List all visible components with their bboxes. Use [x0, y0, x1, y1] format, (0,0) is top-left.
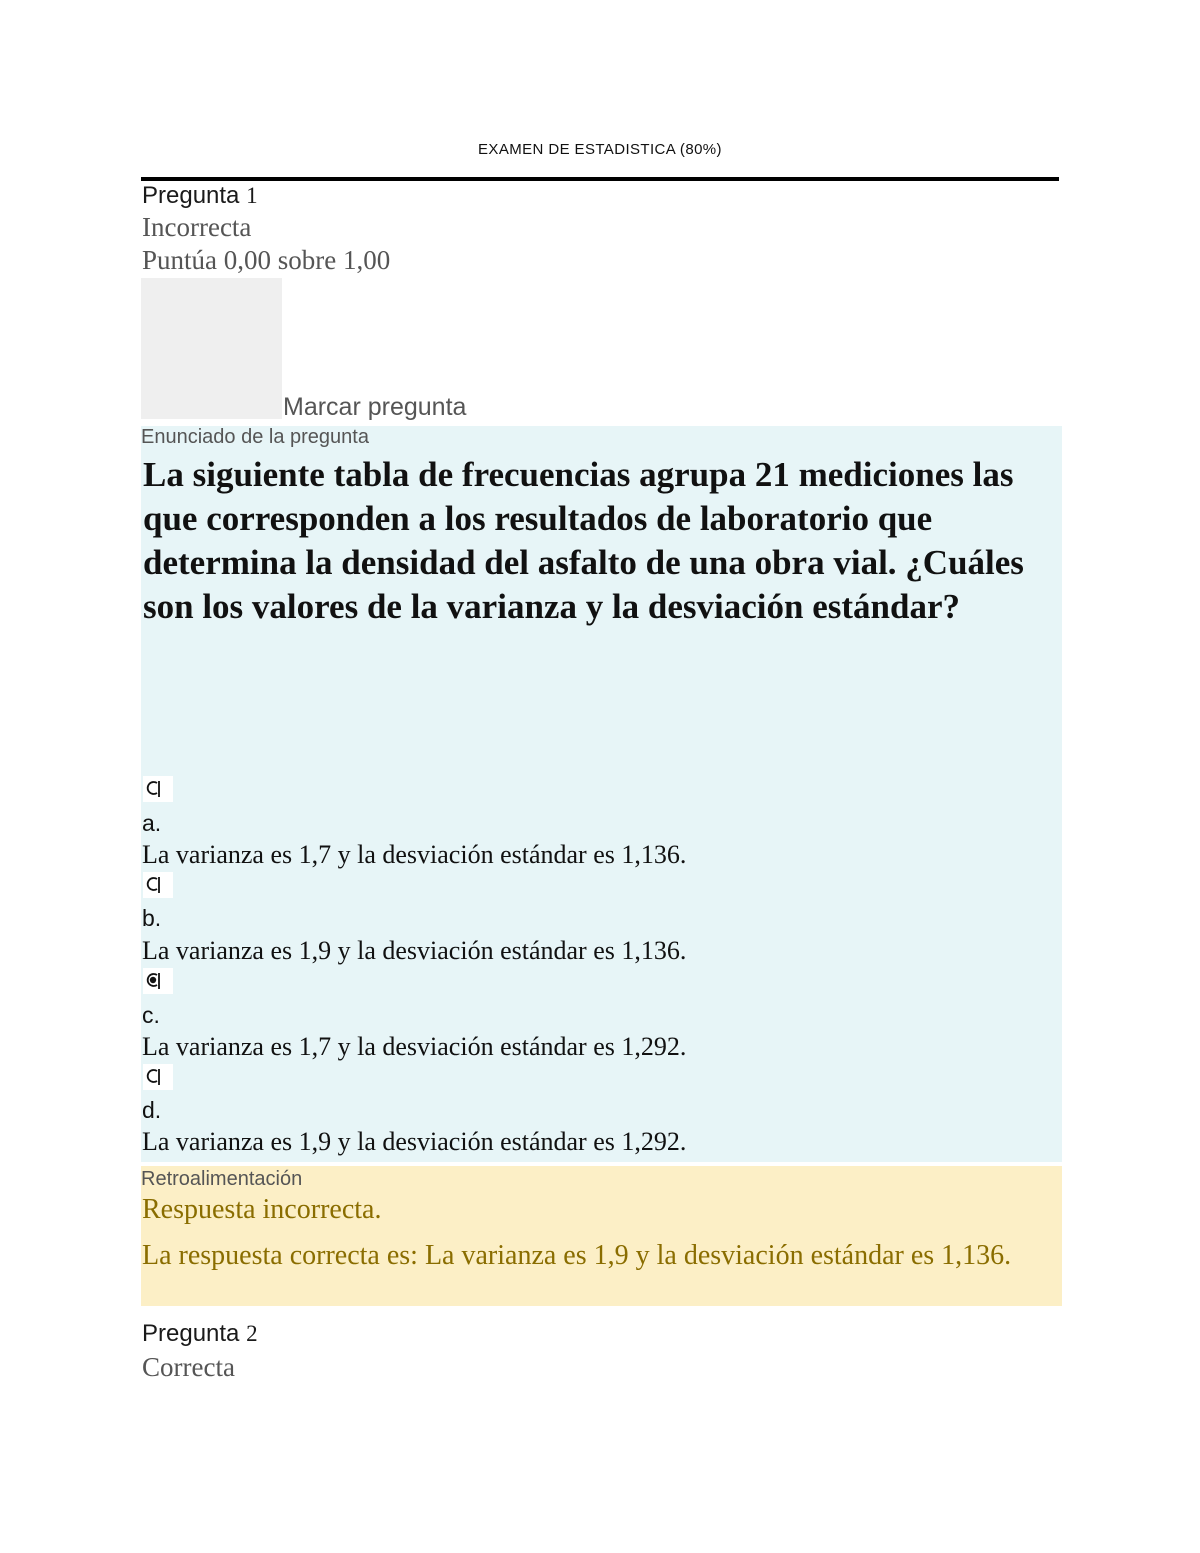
radio-unchecked-icon: [145, 874, 161, 894]
option-d-radio[interactable]: [143, 1064, 173, 1090]
feedback-status: Respuesta incorrecta.: [142, 1194, 382, 1225]
option-a-letter: a.: [142, 810, 162, 836]
feedback-correct-answer: La respuesta correcta es: La varianza es 1,9 y la desviación estándar es 1,136.: [142, 1240, 1012, 1271]
question-stem: La siguiente tabla de frecuencias agrupa 21 mediciones las que corresponden a los resultados de laboratorio que determina la densidad del asfalto de una obra vial. ¿Cuáles son los valores de la varianza y la desviación estándar?: [143, 455, 1024, 626]
question-1-grade: Puntúa 0,00 sobre 1,00: [142, 245, 391, 275]
option-b-radio[interactable]: [143, 872, 173, 898]
radio-unchecked-icon: [145, 1066, 161, 1086]
page-title: EXAMEN DE ESTADISTICA (80%): [478, 141, 722, 158]
question-2-label-text: Pregunta: [142, 1320, 240, 1347]
option-c-letter: c.: [142, 1002, 160, 1028]
question-1-label-text: Pregunta: [142, 182, 240, 209]
feedback-heading: Retroalimentación: [141, 1168, 303, 1190]
option-b-text[interactable]: La varianza es 1,9 y la desviación estándar es 1,136.: [142, 936, 687, 965]
question-2-number: 2: [246, 1321, 258, 1346]
radio-checked-icon: [145, 970, 161, 990]
question-1-state: Incorrecta: [142, 212, 252, 242]
question-1-number: 1: [246, 183, 258, 208]
radio-unchecked-icon: [145, 778, 161, 798]
option-a-radio[interactable]: [143, 776, 173, 802]
option-d-text[interactable]: La varianza es 1,9 y la desviación estándar es 1,292.: [142, 1127, 687, 1156]
flag-question-link[interactable]: Marcar pregunta: [283, 393, 467, 421]
option-d-letter: d.: [142, 1097, 162, 1123]
flag-icon[interactable]: [141, 278, 282, 419]
question-stem-heading: Enunciado de la pregunta: [141, 426, 369, 448]
option-c-radio[interactable]: [143, 968, 173, 994]
question-1-label: [142, 182, 258, 210]
question-2-state: Correcta: [142, 1352, 235, 1382]
option-a-text[interactable]: La varianza es 1,7 y la desviación estándar es 1,136.: [142, 840, 687, 869]
option-c-text[interactable]: La varianza es 1,7 y la desviación estándar es 1,292.: [142, 1032, 687, 1061]
header-divider: [141, 177, 1059, 181]
option-b-letter: b.: [142, 905, 162, 931]
question-2-label: [142, 1320, 258, 1348]
